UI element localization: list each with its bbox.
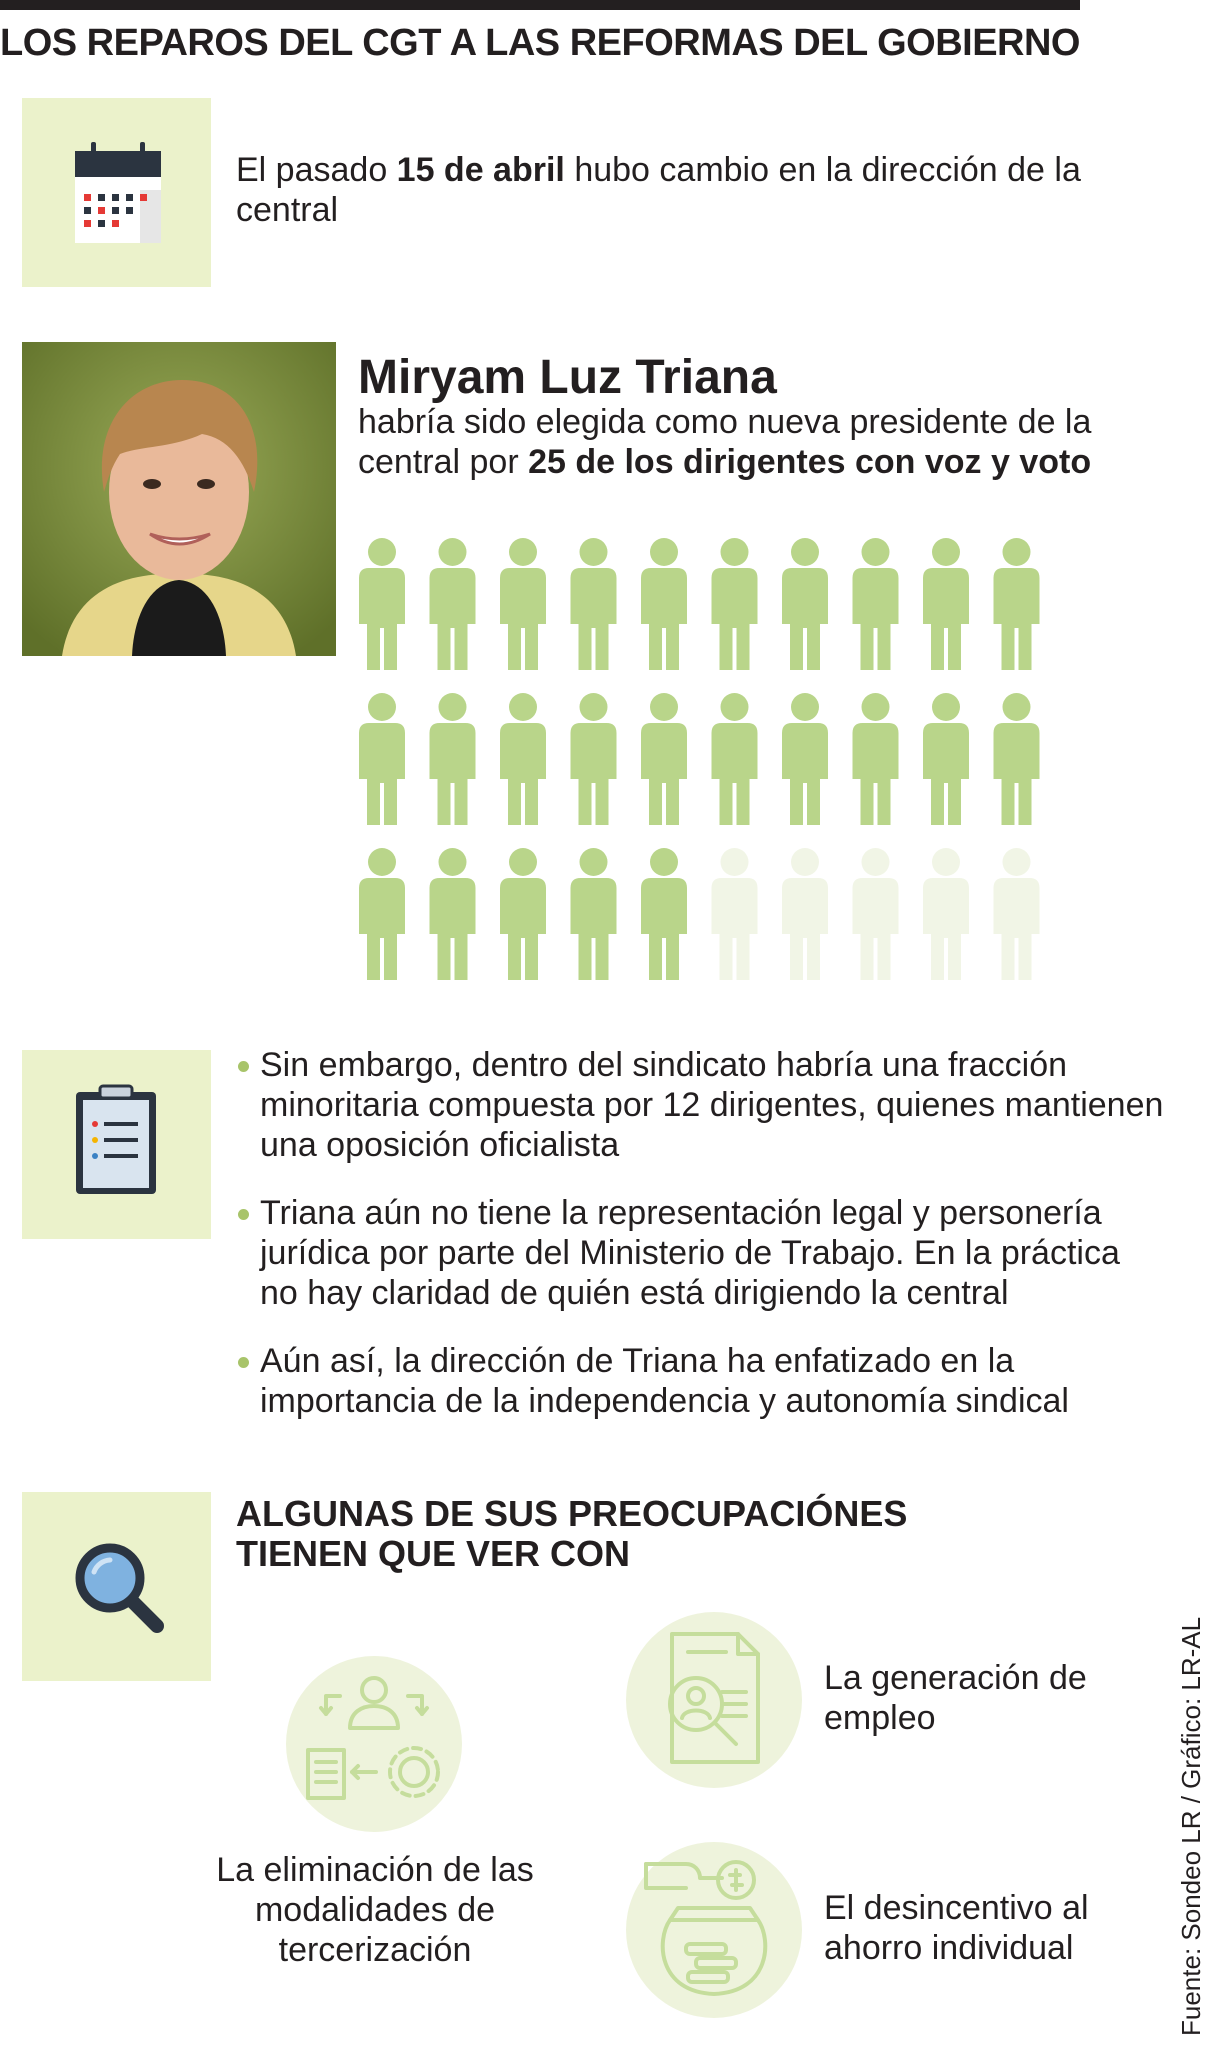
person-figure-favor <box>641 848 687 980</box>
person-figure-favor <box>712 693 758 825</box>
bullet-dot <box>238 1357 249 1368</box>
page-title: LOS REPAROS DEL CGT A LAS REFORMAS DEL GOBIERNO <box>0 22 1080 64</box>
person-figure-favor <box>853 693 899 825</box>
person-figure-favor <box>359 693 405 825</box>
bullet-list <box>236 1045 1166 1449</box>
person-name: Miryam Luz Triana <box>358 351 777 404</box>
top-rule <box>0 0 1080 10</box>
person-figure-favor <box>430 848 476 980</box>
bullet-dot <box>238 1061 249 1072</box>
concerns-heading: ALGUNAS DE SUS PREOCUPACIÓNES TIENEN QUE VER CON <box>236 1493 908 1574</box>
person-figure-other <box>712 848 758 980</box>
clipboard-icon <box>22 1050 211 1239</box>
person-figure-other <box>853 848 899 980</box>
person-figure-other <box>994 848 1040 980</box>
source-credit: Fuente: Sondeo LR / Gráfico: LR-AL <box>1176 1616 1206 2036</box>
person-figure-favor <box>500 848 546 980</box>
person-figure-favor <box>853 538 899 670</box>
person-figure-favor <box>782 693 828 825</box>
person-figure-favor <box>641 693 687 825</box>
person-figure-favor <box>712 538 758 670</box>
bullet-item: Sin embargo, dentro del sindicato habría una fracción minoritaria compuesta por 12 dirigentes, quienes mantienen una oposición oficialista <box>236 1045 1166 1165</box>
bullet-dot <box>238 1209 249 1220</box>
person-figure-other <box>782 848 828 980</box>
outsourcing-icon <box>286 1656 462 1832</box>
person-figure-favor <box>500 538 546 670</box>
person-figure-favor <box>359 848 405 980</box>
savings-icon <box>626 1842 802 2018</box>
vote-pictogram <box>358 538 1058 988</box>
intro-text: El pasado 15 de abril hubo cambio en la dirección de la central <box>236 151 1081 229</box>
person-figure-favor <box>571 538 617 670</box>
person-description: habría sido elegida como nueva presidente de la central por 25 de los dirigentes con voz y voto <box>358 403 1092 481</box>
person-figure-favor <box>994 538 1040 670</box>
person-figure-favor <box>923 693 969 825</box>
job-search-icon <box>626 1612 802 1788</box>
bullet-item: Aún así, la dirección de Triana ha enfatizado en la importancia de la independencia y autonomía sindical <box>236 1341 1166 1421</box>
concern-outsourcing-label: La eliminación de las modalidades de tercerización <box>216 1851 534 1969</box>
clipboard-panel <box>22 1050 211 1239</box>
person-figure-favor <box>430 538 476 670</box>
magnifier-panel <box>22 1492 211 1681</box>
person-figure-favor <box>571 693 617 825</box>
person-figure-favor <box>430 693 476 825</box>
person-figure-favor <box>782 538 828 670</box>
person-figure-favor <box>571 848 617 980</box>
calendar-icon <box>22 98 211 287</box>
person-figure-favor <box>641 538 687 670</box>
concern-employment-label: La generación de empleo <box>824 1659 1087 1737</box>
person-figure-favor <box>923 538 969 670</box>
person-figure-favor <box>500 693 546 825</box>
concern-savings-label: El desincentivo al ahorro individual <box>824 1889 1089 1967</box>
bullet-item: Triana aún no tiene la representación legal y personería jurídica por parte del Ministerio de Trabajo. En la práctica no hay claridad de quién está dirigiendo la central <box>236 1193 1166 1313</box>
magnifier-icon <box>22 1492 211 1681</box>
calendar-panel <box>22 98 211 287</box>
person-figure-other <box>923 848 969 980</box>
portrait-photo <box>22 342 336 656</box>
person-figure-favor <box>994 693 1040 825</box>
person-figure-favor <box>359 538 405 670</box>
